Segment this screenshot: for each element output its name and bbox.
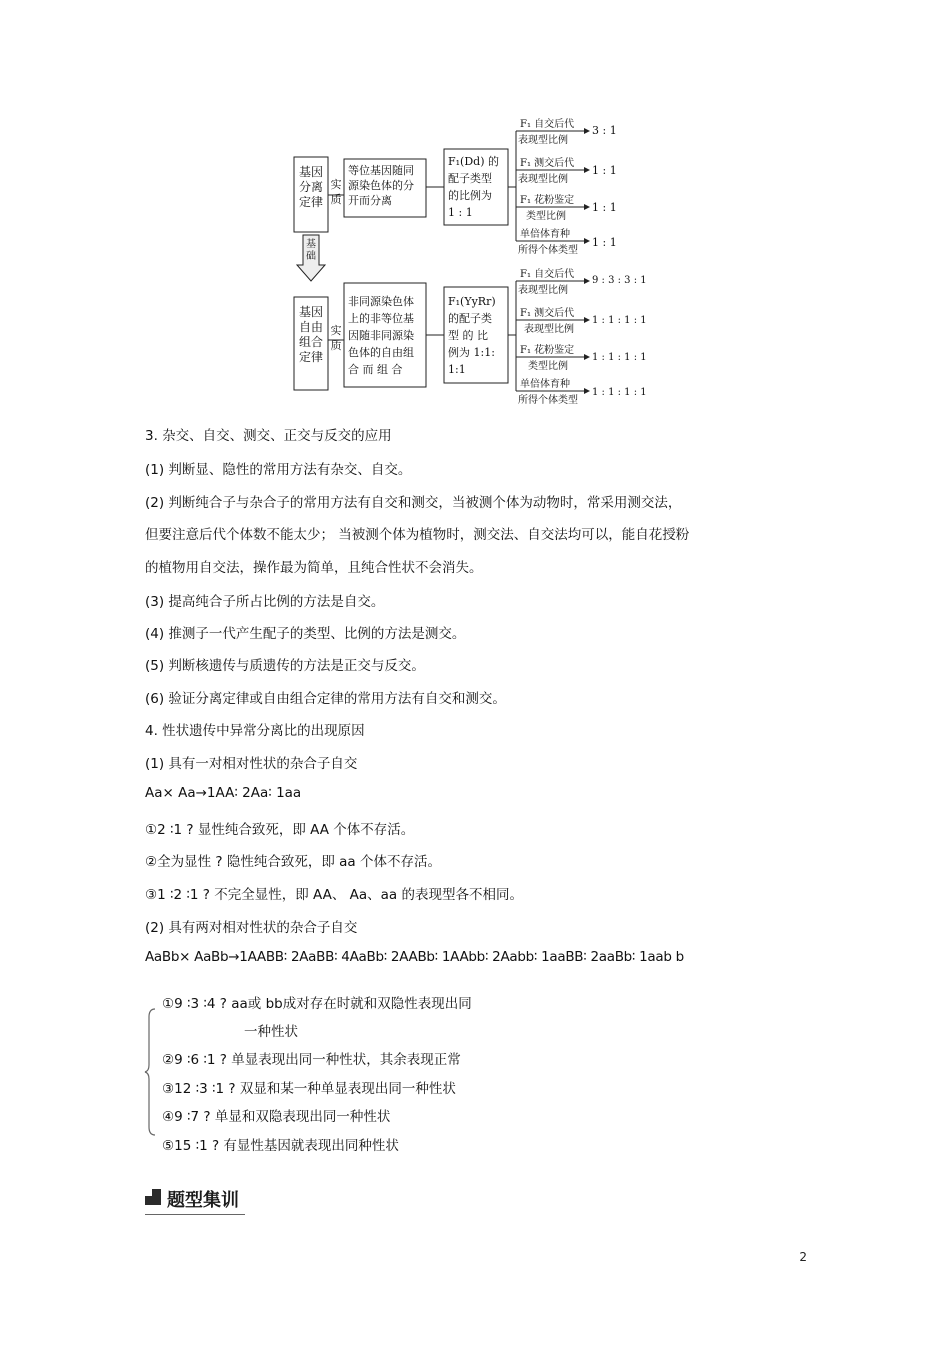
formula-line: AaBb× AaBb→1AABB∶ 2AaBB∶ 4AaBb∶ 2AABb∶ 1AAbb∶ 2Aabb∶ 1aaBB∶ 2aaBb∶ 1aab b [145,949,684,965]
case-item: ④9 ∶7 ? 单显和双隐表现出同一种性状 [162,1109,391,1125]
genetics-laws-diagram [288,115,652,415]
page-number: 2 [799,1250,807,1264]
case-item: ①9 ∶3 ∶4 ? aa或 bb成对存在时就和双隐性表现出同 [162,996,472,1012]
text-line: 但要注意后代个体数不能太少； 当被测个体为植物时，测交法、自交法均可以，能自花授粉 [145,527,690,543]
text-line: ①2 ∶1 ? 显性纯合致死，即 AA 个体不存活。 [145,822,415,838]
case-item: ⑤15 ∶1 ? 有显性基因就表现出同种性状 [162,1138,399,1154]
branch-label: F₁ 测交后代 [520,308,575,319]
law2-label: 基因 自由 组合 定律 [298,305,323,364]
branch-label: F₁ 花粉鉴定 [520,195,575,206]
case-item: ②9 ∶6 ∶1 ? 单显表现出同一种性状，其余表现正常 [162,1052,461,1068]
branch-ratio: 1 : 1 : 1 : 1 [592,352,647,363]
branch-label: F₁ 自交后代 [520,269,575,280]
branch-label: 单倍体育种 [520,379,570,390]
branch-ratio: 1 : 1 : 1 : 1 [592,315,647,326]
section-square-notch [145,1189,152,1196]
heading-4: 4. 性状遗传中异常分离比的出现原因 [145,723,365,739]
branch-ratio: 1 : 1 [592,236,617,249]
branch-ratio: 1 : 1 : 1 : 1 [592,387,647,398]
text-line: (3) 提高纯合子所占比例的方法是自交。 [145,594,385,610]
text-line: (4) 推测子一代产生配子的类型、比例的方法是测交。 [145,626,466,642]
branch-label: 单倍体育种 [520,229,570,240]
case-item: ③12 ∶3 ∶1 ? 双显和某一种单显表现出同一种性状 [162,1081,456,1097]
gamete2-text: F₁(YyRr) 的配子类 型 的 比 例为 1:1: 1:1 [448,295,496,376]
branch-ratio: 3 : 1 [592,124,617,137]
branch-label: 表现型比例 [518,285,568,296]
branch-label: 类型比例 [528,361,568,372]
branch-label: 所得个体类型 [518,395,578,406]
essence2-text: 非同源染色体 上的非等位基 因随非同源染 色体的自由组 合 而 组 合 [348,295,414,376]
branch-label: F₁ 自交后代 [520,119,575,130]
text-line: (5) 判断核遗传与质遗传的方法是正交与反交。 [145,658,425,674]
text-line: (1) 判断显、隐性的常用方法有杂交、自交。 [145,462,412,478]
text-line: (1) 具有一对相对性状的杂合子自交 [145,756,358,772]
branch-label: F₁ 花粉鉴定 [520,345,575,356]
branch-label: F₁ 测交后代 [520,158,575,169]
text-line: (2) 判断纯合子与杂合子的常用方法有自交和测交，当被测个体为动物时，常采用测交法， [145,495,682,511]
essence-label-1: 实 质 [330,178,342,206]
branch-label: 表现型比例 [518,174,568,185]
branch-label: 类型比例 [526,211,566,222]
branch-ratio: 1 : 1 [592,164,617,177]
foundation-arrow-label: 基 础 [306,239,316,262]
section-title: 题型集训 [167,1190,239,1211]
essence1-text: 等位基因随同 源染色体的分 开而分离 [348,164,414,207]
formula-line: Aa× Aa→1AA∶ 2Aa∶ 1aa [145,785,302,801]
branch-ratio: 9 : 3 : 3 : 1 [592,275,647,286]
brace [143,1007,159,1142]
brace-icon [143,1007,159,1137]
text-line: (2) 具有两对相对性状的杂合子自交 [145,920,358,936]
gamete1-text: F₁(Dd) 的 配子类型 的比例为 1 : 1 [448,155,499,219]
heading-3: 3. 杂交、自交、测交、正交与反交的应用 [145,428,392,444]
branch-ratio: 1 : 1 [592,201,617,214]
branch-label: 所得个体类型 [518,245,578,256]
case-item-cont: 一种性状 [244,1024,298,1040]
text-line: 的植物用自交法，操作最为简单，且纯合性状不会消失。 [145,560,483,576]
branch-label: 表现型比例 [524,324,574,335]
text-line: ②全为显性 ? 隐性纯合致死，即 aa 个体不存活。 [145,854,441,870]
branch-label: 表现型比例 [518,135,568,146]
text-line: ③1 ∶2 ∶1 ? 不完全显性，即 AA、 Aa、aa 的表现型各不相同。 [145,887,523,903]
law1-label: 基因 分离 定律 [298,165,323,209]
essence-label-2: 实 质 [330,324,342,352]
text-line: (6) 验证分离定律或自由组合定律的常用方法有自交和测交。 [145,691,506,707]
section-heading [145,1186,245,1215]
